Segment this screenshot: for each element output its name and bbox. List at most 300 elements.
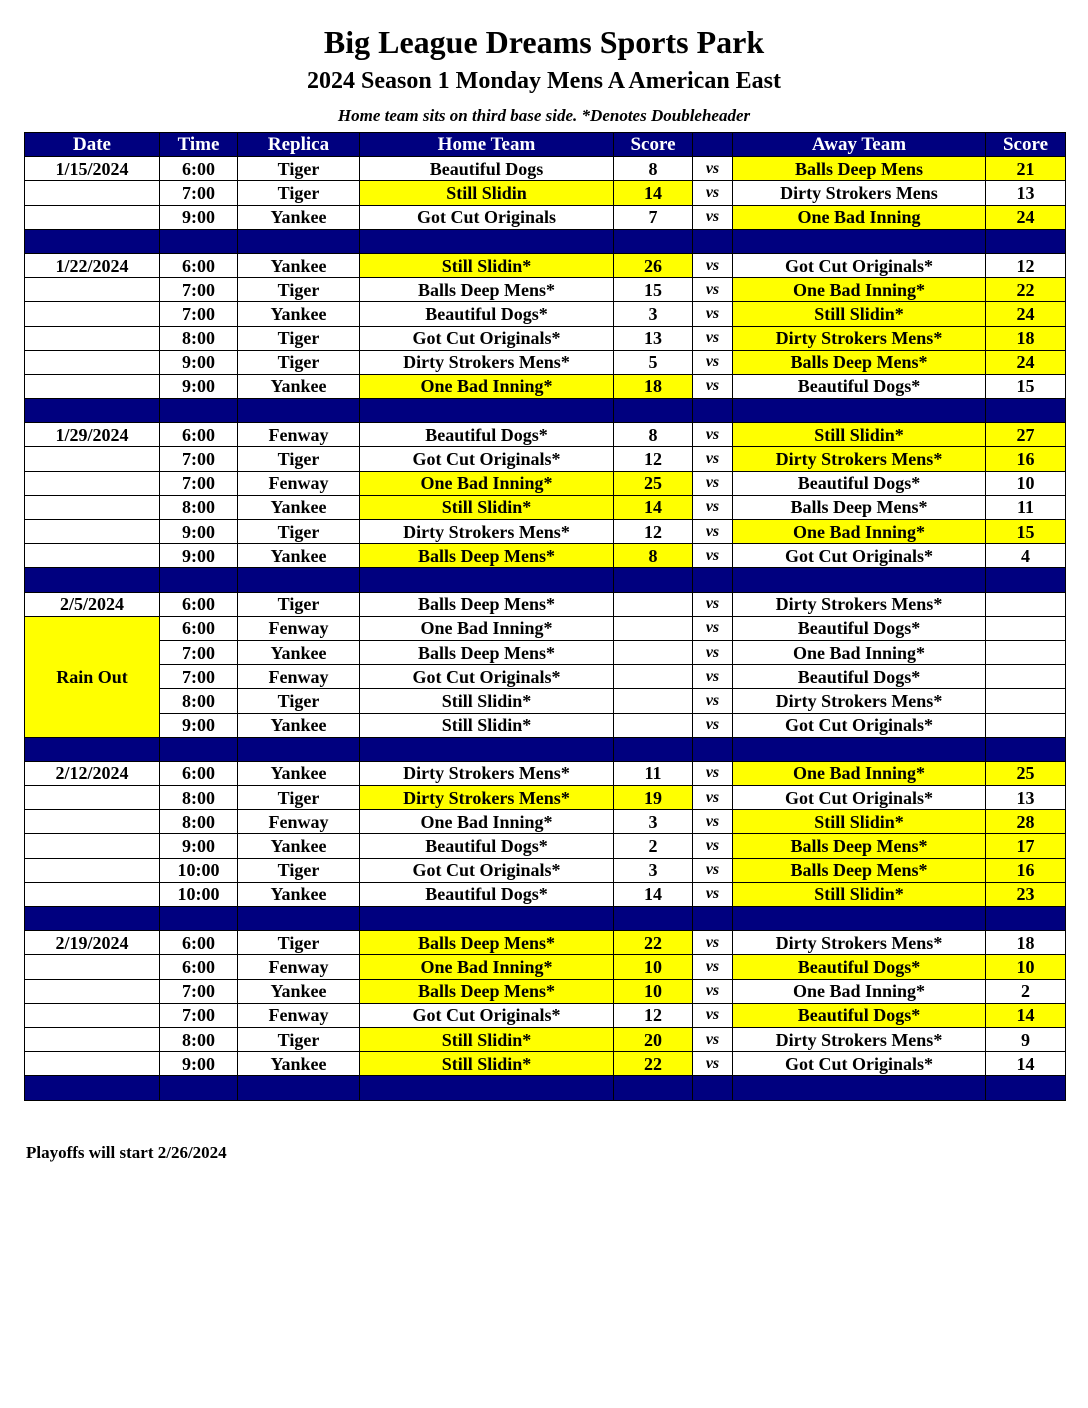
separator-cell (733, 907, 986, 931)
field-replica: Yankee (238, 495, 360, 519)
home-score: 14 (614, 882, 693, 906)
schedule-table (24, 132, 1066, 1101)
game-row (25, 544, 1066, 568)
versus-label: vs (693, 447, 733, 471)
game-row (25, 374, 1066, 398)
versus-label: vs (693, 350, 733, 374)
away-team: Beautiful Dogs* (733, 616, 986, 640)
separator-cell (986, 1076, 1066, 1100)
versus-label: vs (693, 205, 733, 229)
game-date (25, 520, 160, 544)
separator-cell (614, 568, 693, 592)
away-score: 15 (986, 374, 1066, 398)
versus-label: vs (693, 786, 733, 810)
separator-cell (238, 399, 360, 423)
game-time: 7:00 (160, 181, 238, 205)
away-team: Dirty Strokers Mens* (733, 447, 986, 471)
away-team: Balls Deep Mens (733, 157, 986, 181)
field-replica: Tiger (238, 447, 360, 471)
game-date (25, 205, 160, 229)
game-row (25, 1003, 1066, 1027)
separator-cell (733, 737, 986, 761)
away-team: Balls Deep Mens* (733, 350, 986, 374)
away-team: Dirty Strokers Mens (733, 181, 986, 205)
versus-label: vs (693, 157, 733, 181)
game-date (25, 1003, 160, 1027)
home-team: Got Cut Originals* (360, 447, 614, 471)
game-date (25, 1052, 160, 1076)
home-score (614, 713, 693, 737)
game-time: 7:00 (160, 1003, 238, 1027)
game-date: 1/22/2024 (25, 253, 160, 277)
game-time: 8:00 (160, 786, 238, 810)
versus-label: vs (693, 616, 733, 640)
separator-cell (25, 229, 160, 253)
week-separator (25, 907, 1066, 931)
away-team: Dirty Strokers Mens* (733, 689, 986, 713)
home-score: 3 (614, 810, 693, 834)
away-score: 24 (986, 350, 1066, 374)
versus-label: vs (693, 640, 733, 664)
versus-label: vs (693, 882, 733, 906)
home-score: 22 (614, 931, 693, 955)
away-team: Got Cut Originals* (733, 1052, 986, 1076)
game-date (25, 350, 160, 374)
game-date (25, 495, 160, 519)
separator-cell (360, 907, 614, 931)
away-team: One Bad Inning* (733, 761, 986, 785)
field-replica: Yankee (238, 761, 360, 785)
separator-cell (25, 1076, 160, 1100)
league-subtitle: 2024 Season 1 Monday Mens A American East (306, 68, 782, 94)
home-team: One Bad Inning* (360, 810, 614, 834)
game-time: 7:00 (160, 447, 238, 471)
home-team: Balls Deep Mens* (360, 278, 614, 302)
away-score: 10 (986, 471, 1066, 495)
game-time: 8:00 (160, 810, 238, 834)
game-row (25, 1027, 1066, 1051)
away-team: Still Slidin* (733, 882, 986, 906)
home-team: Got Cut Originals* (360, 1003, 614, 1027)
away-score: 13 (986, 181, 1066, 205)
away-score (986, 713, 1066, 737)
game-time: 10:00 (160, 882, 238, 906)
away-score: 4 (986, 544, 1066, 568)
column-header-vs (693, 133, 733, 157)
home-team: Beautiful Dogs (360, 157, 614, 181)
field-replica: Yankee (238, 640, 360, 664)
separator-cell (614, 399, 693, 423)
page-title: Big League Dreams Sports Park (323, 24, 765, 60)
home-score: 8 (614, 157, 693, 181)
separator-cell (360, 568, 614, 592)
home-team: Beautiful Dogs* (360, 882, 614, 906)
field-replica: Tiger (238, 858, 360, 882)
away-team: Dirty Strokers Mens* (733, 326, 986, 350)
column-header-time: Time (160, 133, 238, 157)
separator-cell (733, 568, 986, 592)
away-score: 10 (986, 955, 1066, 979)
rain-out-label: Rain Out (25, 616, 160, 737)
away-score: 22 (986, 278, 1066, 302)
separator-cell (693, 229, 733, 253)
field-replica: Yankee (238, 302, 360, 326)
field-replica: Tiger (238, 278, 360, 302)
home-team: Beautiful Dogs* (360, 834, 614, 858)
field-replica: Yankee (238, 205, 360, 229)
game-row (25, 253, 1066, 277)
field-replica: Tiger (238, 350, 360, 374)
versus-label: vs (693, 955, 733, 979)
field-replica: Yankee (238, 253, 360, 277)
away-score: 16 (986, 447, 1066, 471)
game-date: 2/12/2024 (25, 761, 160, 785)
separator-cell (238, 229, 360, 253)
field-replica: Yankee (238, 713, 360, 737)
field-replica: Yankee (238, 544, 360, 568)
versus-label: vs (693, 979, 733, 1003)
game-row (25, 1052, 1066, 1076)
separator-cell (238, 1076, 360, 1100)
home-score: 13 (614, 326, 693, 350)
game-time: 7:00 (160, 665, 238, 689)
field-replica: Fenway (238, 423, 360, 447)
separator-cell (160, 229, 238, 253)
versus-label: vs (693, 665, 733, 689)
away-score: 15 (986, 520, 1066, 544)
field-replica: Yankee (238, 1052, 360, 1076)
away-score: 23 (986, 882, 1066, 906)
game-date: 2/19/2024 (25, 931, 160, 955)
home-team: Got Cut Originals (360, 205, 614, 229)
game-date (25, 447, 160, 471)
schedule-note: Home team sits on third base side. *Denotes Doubleheader (337, 106, 751, 125)
game-time: 6:00 (160, 955, 238, 979)
home-team: Got Cut Originals* (360, 858, 614, 882)
game-time: 8:00 (160, 689, 238, 713)
home-score: 25 (614, 471, 693, 495)
game-date: 1/15/2024 (25, 157, 160, 181)
versus-label: vs (693, 326, 733, 350)
field-replica: Tiger (238, 1027, 360, 1051)
game-date (25, 302, 160, 326)
game-time: 6:00 (160, 931, 238, 955)
game-row (25, 471, 1066, 495)
separator-cell (360, 229, 614, 253)
game-date: 2/5/2024 (25, 592, 160, 616)
away-score: 14 (986, 1052, 1066, 1076)
away-score: 24 (986, 205, 1066, 229)
home-team: Still Slidin* (360, 253, 614, 277)
game-row (25, 689, 1066, 713)
away-score: 9 (986, 1027, 1066, 1051)
versus-label: vs (693, 423, 733, 447)
separator-cell (160, 907, 238, 931)
separator-cell (238, 568, 360, 592)
separator-cell (986, 737, 1066, 761)
field-replica: Tiger (238, 157, 360, 181)
away-team: One Bad Inning (733, 205, 986, 229)
game-row (25, 979, 1066, 1003)
versus-label: vs (693, 713, 733, 737)
away-score: 14 (986, 1003, 1066, 1027)
away-score (986, 665, 1066, 689)
week-separator (25, 737, 1066, 761)
separator-cell (693, 1076, 733, 1100)
away-score (986, 689, 1066, 713)
home-team: One Bad Inning* (360, 471, 614, 495)
game-time: 7:00 (160, 278, 238, 302)
table-header-row (25, 133, 1066, 157)
versus-label: vs (693, 181, 733, 205)
game-row (25, 834, 1066, 858)
away-score: 11 (986, 495, 1066, 519)
game-time: 9:00 (160, 1052, 238, 1076)
home-team: One Bad Inning* (360, 374, 614, 398)
versus-label: vs (693, 931, 733, 955)
game-date (25, 882, 160, 906)
separator-cell (360, 737, 614, 761)
away-team: Got Cut Originals* (733, 253, 986, 277)
away-team: One Bad Inning* (733, 520, 986, 544)
home-score: 11 (614, 761, 693, 785)
away-score: 21 (986, 157, 1066, 181)
home-team: Dirty Strokers Mens* (360, 761, 614, 785)
home-team: Still Slidin* (360, 713, 614, 737)
home-score: 8 (614, 544, 693, 568)
game-date (25, 858, 160, 882)
game-time: 9:00 (160, 713, 238, 737)
game-date (25, 326, 160, 350)
away-team: Still Slidin* (733, 810, 986, 834)
versus-label: vs (693, 689, 733, 713)
versus-label: vs (693, 495, 733, 519)
home-team: Still Slidin* (360, 1027, 614, 1051)
home-team: Balls Deep Mens* (360, 544, 614, 568)
game-date (25, 181, 160, 205)
game-time: 8:00 (160, 1027, 238, 1051)
away-team: Balls Deep Mens* (733, 495, 986, 519)
field-replica: Tiger (238, 931, 360, 955)
game-row (25, 302, 1066, 326)
column-header-date: Date (25, 133, 160, 157)
away-team: Beautiful Dogs* (733, 955, 986, 979)
home-team: Dirty Strokers Mens* (360, 520, 614, 544)
home-score: 2 (614, 834, 693, 858)
home-score: 22 (614, 1052, 693, 1076)
field-replica: Tiger (238, 786, 360, 810)
game-time: 8:00 (160, 495, 238, 519)
game-row (25, 616, 1066, 640)
away-team: Got Cut Originals* (733, 786, 986, 810)
away-team: Still Slidin* (733, 423, 986, 447)
home-team: Dirty Strokers Mens* (360, 786, 614, 810)
versus-label: vs (693, 1052, 733, 1076)
field-replica: Yankee (238, 882, 360, 906)
away-team: Still Slidin* (733, 302, 986, 326)
versus-label: vs (693, 858, 733, 882)
away-team: One Bad Inning* (733, 979, 986, 1003)
away-team: Dirty Strokers Mens* (733, 1027, 986, 1051)
away-score (986, 640, 1066, 664)
separator-cell (693, 568, 733, 592)
away-score: 18 (986, 326, 1066, 350)
versus-label: vs (693, 810, 733, 834)
game-date (25, 471, 160, 495)
separator-cell (360, 399, 614, 423)
versus-label: vs (693, 374, 733, 398)
game-time: 9:00 (160, 520, 238, 544)
separator-cell (160, 1076, 238, 1100)
away-team: One Bad Inning* (733, 640, 986, 664)
field-replica: Fenway (238, 955, 360, 979)
away-score (986, 592, 1066, 616)
home-score: 3 (614, 302, 693, 326)
home-score: 26 (614, 253, 693, 277)
separator-cell (733, 399, 986, 423)
column-header-away-score: Score (986, 133, 1066, 157)
game-row (25, 423, 1066, 447)
home-team: One Bad Inning* (360, 616, 614, 640)
away-score: 18 (986, 931, 1066, 955)
game-time: 7:00 (160, 302, 238, 326)
separator-cell (25, 907, 160, 931)
separator-cell (160, 399, 238, 423)
game-time: 9:00 (160, 834, 238, 858)
versus-label: vs (693, 761, 733, 785)
away-score: 12 (986, 253, 1066, 277)
schedule-body (25, 157, 1066, 1100)
field-replica: Tiger (238, 326, 360, 350)
away-score: 13 (986, 786, 1066, 810)
week-separator (25, 568, 1066, 592)
game-row (25, 810, 1066, 834)
versus-label: vs (693, 1027, 733, 1051)
home-score: 12 (614, 447, 693, 471)
game-time: 7:00 (160, 640, 238, 664)
separator-cell (614, 907, 693, 931)
versus-label: vs (693, 1003, 733, 1027)
home-score: 10 (614, 955, 693, 979)
separator-cell (614, 737, 693, 761)
away-score (986, 616, 1066, 640)
home-score: 19 (614, 786, 693, 810)
separator-cell (693, 907, 733, 931)
home-score (614, 640, 693, 664)
field-replica: Yankee (238, 374, 360, 398)
separator-cell (986, 907, 1066, 931)
game-date (25, 786, 160, 810)
game-row (25, 955, 1066, 979)
home-team: Still Slidin* (360, 689, 614, 713)
field-replica: Yankee (238, 834, 360, 858)
home-score: 12 (614, 1003, 693, 1027)
away-team: Balls Deep Mens* (733, 858, 986, 882)
versus-label: vs (693, 834, 733, 858)
home-score: 14 (614, 181, 693, 205)
home-score (614, 689, 693, 713)
game-date (25, 544, 160, 568)
home-team: Balls Deep Mens* (360, 931, 614, 955)
game-date (25, 955, 160, 979)
game-time: 8:00 (160, 326, 238, 350)
game-row (25, 278, 1066, 302)
home-team: Balls Deep Mens* (360, 979, 614, 1003)
field-replica: Tiger (238, 181, 360, 205)
away-team: One Bad Inning* (733, 278, 986, 302)
game-row (25, 520, 1066, 544)
home-team: Dirty Strokers Mens* (360, 350, 614, 374)
field-replica: Fenway (238, 616, 360, 640)
away-score: 17 (986, 834, 1066, 858)
away-team: Dirty Strokers Mens* (733, 931, 986, 955)
game-row (25, 181, 1066, 205)
home-score: 12 (614, 520, 693, 544)
separator-cell (986, 229, 1066, 253)
game-time: 6:00 (160, 761, 238, 785)
game-time: 6:00 (160, 592, 238, 616)
game-row (25, 882, 1066, 906)
game-time: 9:00 (160, 205, 238, 229)
game-time: 9:00 (160, 544, 238, 568)
away-score: 2 (986, 979, 1066, 1003)
separator-cell (25, 399, 160, 423)
home-score: 15 (614, 278, 693, 302)
separator-cell (693, 737, 733, 761)
game-time: 6:00 (160, 423, 238, 447)
game-row (25, 447, 1066, 471)
game-time: 7:00 (160, 471, 238, 495)
game-row (25, 931, 1066, 955)
game-date (25, 810, 160, 834)
separator-cell (614, 229, 693, 253)
game-date (25, 374, 160, 398)
separator-cell (238, 907, 360, 931)
separator-cell (614, 1076, 693, 1100)
versus-label: vs (693, 544, 733, 568)
game-row (25, 713, 1066, 737)
versus-label: vs (693, 253, 733, 277)
playoffs-note: Playoffs will start 2/26/2024 (26, 1143, 227, 1162)
game-date (25, 1027, 160, 1051)
column-header-replica: Replica (238, 133, 360, 157)
away-team: Got Cut Originals* (733, 713, 986, 737)
field-replica: Fenway (238, 1003, 360, 1027)
game-time: 6:00 (160, 253, 238, 277)
column-header-home-team: Home Team (360, 133, 614, 157)
game-time: 9:00 (160, 350, 238, 374)
home-team: Beautiful Dogs* (360, 423, 614, 447)
away-score: 28 (986, 810, 1066, 834)
game-row (25, 495, 1066, 519)
field-replica: Yankee (238, 979, 360, 1003)
home-team: Got Cut Originals* (360, 665, 614, 689)
home-score: 7 (614, 205, 693, 229)
separator-cell (733, 229, 986, 253)
separator-cell (693, 399, 733, 423)
game-row (25, 665, 1066, 689)
game-row (25, 761, 1066, 785)
home-team: Still Slidin (360, 181, 614, 205)
separator-cell (238, 737, 360, 761)
game-date (25, 979, 160, 1003)
versus-label: vs (693, 471, 733, 495)
away-team: Dirty Strokers Mens* (733, 592, 986, 616)
home-team: Balls Deep Mens* (360, 640, 614, 664)
away-team: Beautiful Dogs* (733, 665, 986, 689)
field-replica: Fenway (238, 810, 360, 834)
home-team: One Bad Inning* (360, 955, 614, 979)
